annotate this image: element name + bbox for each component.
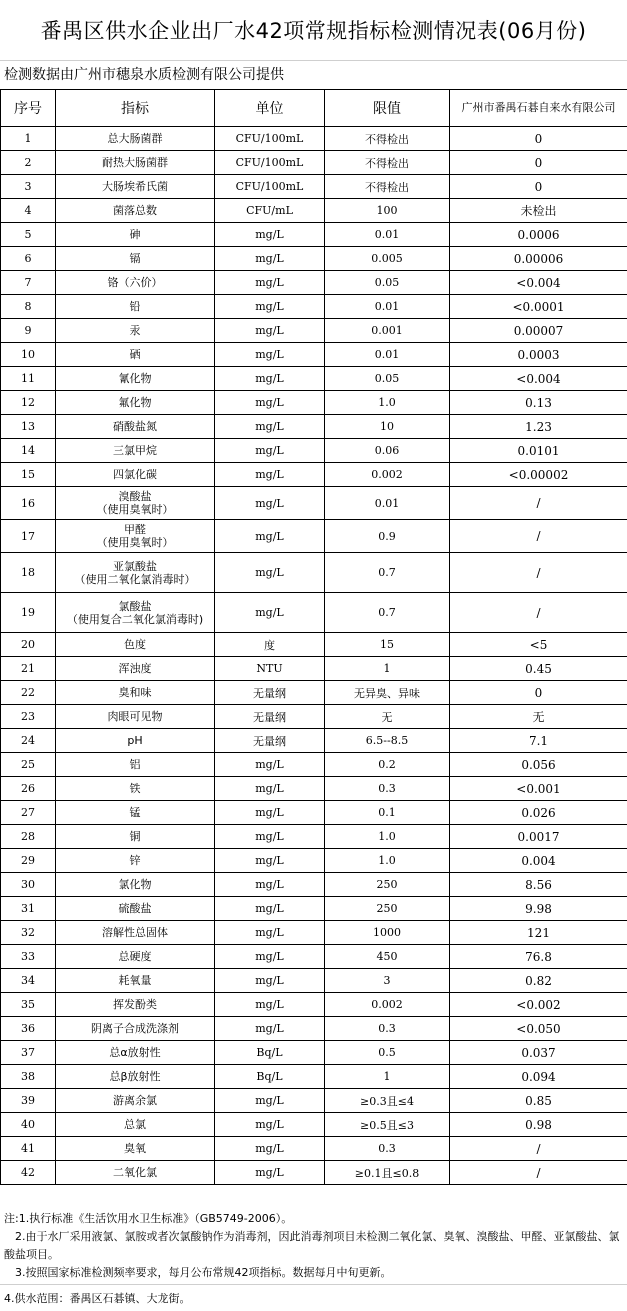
cell-result: <0.0001 — [450, 295, 627, 319]
cell-name: 阴离子合成洗涤剂 — [56, 1017, 215, 1041]
cell-result: 76.8 — [450, 945, 627, 969]
cell-limit: 1000 — [325, 921, 450, 945]
cell-result: 未检出 — [450, 199, 627, 223]
table-row — [1, 873, 627, 897]
cell-name-main: 氯酸盐 — [118, 599, 152, 613]
cell-limit: 0.3 — [325, 1017, 450, 1041]
cell-limit: 0.005 — [325, 247, 450, 271]
note-1: 注:1.执行标准《生活饮用水卫生标准》（GB5749-2006）。 — [4, 1212, 293, 1225]
cell-name-note: （使用复合二氧化氯消毒时) — [66, 612, 204, 626]
table-row — [1, 127, 627, 151]
cell-result: <0.001 — [450, 777, 627, 801]
cell-result: 0.00006 — [450, 247, 627, 271]
table-row — [1, 897, 627, 921]
cell-limit: 0.7 — [325, 593, 450, 633]
cell-name: 锌 — [56, 849, 215, 873]
cell-name: 菌落总数 — [56, 199, 215, 223]
cell-limit: 10 — [325, 415, 450, 439]
table-row — [1, 271, 627, 295]
data-provider-line: 检测数据由广州市穗泉水质检测有限公司提供 — [4, 67, 284, 83]
cell-name-note: （使用二氧化氯消毒时） — [74, 572, 196, 586]
cell-name: 铅 — [56, 295, 215, 319]
table-row — [1, 319, 627, 343]
cell-limit: 0.01 — [325, 223, 450, 247]
cell-num: 2 — [1, 151, 56, 175]
page-title: 番禺区供水企业出厂水42项常规指标检测情况表(06月份) — [0, 0, 627, 61]
cell-limit: ≥0.3且≤4 — [325, 1089, 450, 1113]
cell-limit: 无 — [325, 705, 450, 729]
cell-name: 硒 — [56, 343, 215, 367]
table-row — [1, 801, 627, 825]
cell-result: / — [450, 1161, 627, 1185]
cell-num: 34 — [1, 969, 56, 993]
table-body — [1, 127, 627, 1185]
cell-num: 6 — [1, 247, 56, 271]
cell-result: <5 — [450, 633, 627, 657]
cell-name: 汞 — [56, 319, 215, 343]
cell-num: 17 — [1, 520, 56, 553]
table-row — [1, 633, 627, 657]
table-row — [1, 921, 627, 945]
cell-name: 溶解性总固体 — [56, 921, 215, 945]
cell-unit: mg/L — [215, 553, 325, 593]
header-num: 序号 — [1, 90, 56, 127]
cell-unit: mg/L — [215, 993, 325, 1017]
cell-num: 42 — [1, 1161, 56, 1185]
cell-unit: mg/L — [215, 897, 325, 921]
table-row — [1, 487, 627, 520]
cell-name — [56, 593, 215, 633]
cell-num: 30 — [1, 873, 56, 897]
indicator-table — [0, 89, 627, 1185]
cell-limit: 6.5--8.5 — [325, 729, 450, 753]
cell-name-note: （使用臭氧时） — [96, 503, 174, 516]
cell-unit: mg/L — [215, 777, 325, 801]
cell-limit: 0.05 — [325, 271, 450, 295]
supply-scope: 4.供水范围：番禺区石碁镇、大龙街。 — [0, 1284, 627, 1311]
cell-result: 0 — [450, 151, 627, 175]
table-row — [1, 295, 627, 319]
cell-limit: 不得检出 — [325, 127, 450, 151]
cell-limit: 0.2 — [325, 753, 450, 777]
cell-result: 0.13 — [450, 391, 627, 415]
cell-name: pH — [56, 729, 215, 753]
cell-result: 8.56 — [450, 873, 627, 897]
cell-unit: Bq/L — [215, 1065, 325, 1089]
table-row — [1, 199, 627, 223]
cell-unit: CFU/100mL — [215, 127, 325, 151]
notes-block — [0, 1206, 627, 1282]
cell-result: 0.056 — [450, 753, 627, 777]
table-row — [1, 391, 627, 415]
cell-num: 23 — [1, 705, 56, 729]
cell-unit: mg/L — [215, 921, 325, 945]
cell-num: 28 — [1, 825, 56, 849]
cell-limit: 0.002 — [325, 993, 450, 1017]
cell-unit: CFU/100mL — [215, 151, 325, 175]
cell-result: 1.23 — [450, 415, 627, 439]
cell-num: 41 — [1, 1137, 56, 1161]
cell-limit: 250 — [325, 873, 450, 897]
cell-limit: 0.05 — [325, 367, 450, 391]
cell-name: 色度 — [56, 633, 215, 657]
cell-unit: mg/L — [215, 825, 325, 849]
header-company: 广州市番禺石碁自来水有限公司 — [450, 90, 627, 127]
cell-result: 0.45 — [450, 657, 627, 681]
cell-result: 0.0006 — [450, 223, 627, 247]
cell-name — [56, 487, 215, 520]
cell-name: 总氯 — [56, 1113, 215, 1137]
cell-unit: mg/L — [215, 223, 325, 247]
cell-result: 0 — [450, 681, 627, 705]
cell-name: 臭氧 — [56, 1137, 215, 1161]
cell-num: 12 — [1, 391, 56, 415]
table-row — [1, 367, 627, 391]
cell-result: / — [450, 593, 627, 633]
cell-unit: mg/L — [215, 1113, 325, 1137]
cell-name-main: 溴酸盐 — [118, 490, 152, 503]
cell-result: 0.82 — [450, 969, 627, 993]
cell-name — [56, 520, 215, 553]
cell-name-main: 亚氯酸盐 — [113, 559, 157, 573]
cell-limit: 0.002 — [325, 463, 450, 487]
cell-num: 32 — [1, 921, 56, 945]
cell-num: 37 — [1, 1041, 56, 1065]
cell-result: 0.004 — [450, 849, 627, 873]
cell-num: 31 — [1, 897, 56, 921]
cell-limit: 1.0 — [325, 391, 450, 415]
cell-unit: mg/L — [215, 439, 325, 463]
table-row — [1, 681, 627, 705]
cell-unit: mg/L — [215, 487, 325, 520]
cell-num: 19 — [1, 593, 56, 633]
cell-unit: mg/L — [215, 873, 325, 897]
table-row — [1, 705, 627, 729]
cell-limit: 0.3 — [325, 777, 450, 801]
table-row — [1, 175, 627, 199]
note-2: 2.由于水厂采用液氯、氯胺或者次氯酸钠作为消毒剂，因此消毒剂项目未检测二氧化氯、臭氧、溴酸盐、甲醛、亚氯酸盐、氯酸盐项目。 — [4, 1230, 620, 1261]
cell-num: 27 — [1, 801, 56, 825]
cell-num: 20 — [1, 633, 56, 657]
cell-limit: ≥0.1且≤0.8 — [325, 1161, 450, 1185]
cell-name: 砷 — [56, 223, 215, 247]
cell-result: <0.050 — [450, 1017, 627, 1041]
cell-limit: 不得检出 — [325, 175, 450, 199]
cell-name: 总大肠菌群 — [56, 127, 215, 151]
cell-num: 40 — [1, 1113, 56, 1137]
cell-result: 121 — [450, 921, 627, 945]
cell-unit: mg/L — [215, 849, 325, 873]
cell-result: 0.0017 — [450, 825, 627, 849]
cell-name: 铝 — [56, 753, 215, 777]
cell-unit: mg/L — [215, 801, 325, 825]
cell-unit: Bq/L — [215, 1041, 325, 1065]
table-row — [1, 993, 627, 1017]
table-row — [1, 825, 627, 849]
header-limit: 限值 — [325, 90, 450, 127]
table-row — [1, 657, 627, 681]
table-row — [1, 415, 627, 439]
cell-limit: 0.01 — [325, 487, 450, 520]
cell-name: 氰化物 — [56, 367, 215, 391]
cell-num: 18 — [1, 553, 56, 593]
table-row — [1, 223, 627, 247]
cell-unit: mg/L — [215, 753, 325, 777]
cell-unit: mg/L — [215, 247, 325, 271]
cell-limit: 1.0 — [325, 825, 450, 849]
cell-unit: NTU — [215, 657, 325, 681]
cell-name: 氟化物 — [56, 391, 215, 415]
table-row — [1, 343, 627, 367]
cell-limit: 450 — [325, 945, 450, 969]
cell-result: / — [450, 553, 627, 593]
cell-limit: 0.01 — [325, 343, 450, 367]
cell-result: 0.00007 — [450, 319, 627, 343]
cell-num: 9 — [1, 319, 56, 343]
table-row — [1, 753, 627, 777]
note-3: 3.按照国家标准检测频率要求，每月公布常规42项指标。数据每月中旬更新。 — [4, 1266, 392, 1279]
header-name: 指标 — [56, 90, 215, 127]
cell-name: 镉 — [56, 247, 215, 271]
cell-name: 锰 — [56, 801, 215, 825]
cell-num: 8 — [1, 295, 56, 319]
table-row — [1, 593, 627, 633]
cell-unit: mg/L — [215, 319, 325, 343]
table-row — [1, 553, 627, 593]
cell-name: 三氯甲烷 — [56, 439, 215, 463]
cell-num: 1 — [1, 127, 56, 151]
cell-limit: 15 — [325, 633, 450, 657]
table-row — [1, 520, 627, 553]
cell-result: <0.004 — [450, 367, 627, 391]
cell-name: 硝酸盐氮 — [56, 415, 215, 439]
cell-num: 3 — [1, 175, 56, 199]
table-row — [1, 849, 627, 873]
cell-num: 11 — [1, 367, 56, 391]
cell-num: 39 — [1, 1089, 56, 1113]
cell-name: 铁 — [56, 777, 215, 801]
table-row — [1, 1137, 627, 1161]
cell-num: 29 — [1, 849, 56, 873]
cell-unit: mg/L — [215, 969, 325, 993]
cell-result: 0.094 — [450, 1065, 627, 1089]
cell-result: / — [450, 1137, 627, 1161]
cell-name: 铜 — [56, 825, 215, 849]
cell-limit: 0.7 — [325, 553, 450, 593]
cell-num: 15 — [1, 463, 56, 487]
cell-unit: mg/L — [215, 1089, 325, 1113]
cell-unit: mg/L — [215, 520, 325, 553]
cell-name: 二氧化氯 — [56, 1161, 215, 1185]
cell-unit: CFU/mL — [215, 199, 325, 223]
cell-unit: CFU/100mL — [215, 175, 325, 199]
cell-name: 大肠埃希氏菌 — [56, 175, 215, 199]
cell-num: 26 — [1, 777, 56, 801]
cell-name: 总α放射性 — [56, 1041, 215, 1065]
cell-result: <0.00002 — [450, 463, 627, 487]
cell-name: 耐热大肠菌群 — [56, 151, 215, 175]
cell-unit: 度 — [215, 633, 325, 657]
cell-unit: 无量纲 — [215, 729, 325, 753]
cell-num: 13 — [1, 415, 56, 439]
cell-result: <0.004 — [450, 271, 627, 295]
table-row — [1, 1065, 627, 1089]
cell-limit: 0.5 — [325, 1041, 450, 1065]
cell-num: 10 — [1, 343, 56, 367]
cell-limit: 1 — [325, 657, 450, 681]
cell-limit: 0.9 — [325, 520, 450, 553]
cell-result: 0.0101 — [450, 439, 627, 463]
table-row — [1, 1161, 627, 1185]
cell-name: 四氯化碳 — [56, 463, 215, 487]
table-row — [1, 729, 627, 753]
cell-name: 耗氧量 — [56, 969, 215, 993]
cell-name: 铬（六价） — [56, 271, 215, 295]
cell-name-main: 甲醛 — [124, 523, 146, 536]
cell-result: 7.1 — [450, 729, 627, 753]
cell-unit: 无量纲 — [215, 681, 325, 705]
cell-result: 0.026 — [450, 801, 627, 825]
table-header-row — [1, 90, 627, 127]
cell-result: / — [450, 487, 627, 520]
cell-limit: 不得检出 — [325, 151, 450, 175]
cell-result: 0 — [450, 175, 627, 199]
cell-name — [56, 553, 215, 593]
table-row — [1, 463, 627, 487]
cell-name: 肉眼可见物 — [56, 705, 215, 729]
cell-unit: mg/L — [215, 367, 325, 391]
cell-result: <0.002 — [450, 993, 627, 1017]
cell-unit: mg/L — [215, 593, 325, 633]
cell-limit: 0.001 — [325, 319, 450, 343]
cell-num: 16 — [1, 487, 56, 520]
cell-limit: 0.01 — [325, 295, 450, 319]
table-row — [1, 247, 627, 271]
table-row — [1, 1089, 627, 1113]
cell-num: 25 — [1, 753, 56, 777]
cell-limit: 100 — [325, 199, 450, 223]
cell-unit: mg/L — [215, 271, 325, 295]
cell-result: / — [450, 520, 627, 553]
cell-name: 游离余氯 — [56, 1089, 215, 1113]
table-row — [1, 777, 627, 801]
table-row — [1, 151, 627, 175]
header-unit: 单位 — [215, 90, 325, 127]
cell-unit: mg/L — [215, 1161, 325, 1185]
cell-result: 0 — [450, 127, 627, 151]
cell-limit: 250 — [325, 897, 450, 921]
cell-num: 14 — [1, 439, 56, 463]
cell-limit: 1.0 — [325, 849, 450, 873]
cell-limit: 无异臭、异味 — [325, 681, 450, 705]
cell-num: 38 — [1, 1065, 56, 1089]
table-row — [1, 1113, 627, 1137]
cell-unit: mg/L — [215, 1137, 325, 1161]
cell-result: 0.037 — [450, 1041, 627, 1065]
table-row — [1, 439, 627, 463]
cell-name-note: （使用臭氧时） — [96, 536, 174, 549]
cell-name: 总β放射性 — [56, 1065, 215, 1089]
cell-limit: 1 — [325, 1065, 450, 1089]
cell-result: 0.0003 — [450, 343, 627, 367]
cell-name: 氯化物 — [56, 873, 215, 897]
cell-limit: 0.06 — [325, 439, 450, 463]
cell-limit: 3 — [325, 969, 450, 993]
table-row — [1, 969, 627, 993]
cell-name: 浑浊度 — [56, 657, 215, 681]
cell-result: 0.98 — [450, 1113, 627, 1137]
cell-unit: mg/L — [215, 295, 325, 319]
cell-num: 5 — [1, 223, 56, 247]
cell-unit: mg/L — [215, 463, 325, 487]
cell-unit: mg/L — [215, 343, 325, 367]
cell-name: 总硬度 — [56, 945, 215, 969]
cell-unit: mg/L — [215, 415, 325, 439]
cell-unit: 无量纲 — [215, 705, 325, 729]
cell-result: 无 — [450, 705, 627, 729]
cell-name: 硫酸盐 — [56, 897, 215, 921]
cell-name: 挥发酚类 — [56, 993, 215, 1017]
cell-num: 24 — [1, 729, 56, 753]
cell-result: 9.98 — [450, 897, 627, 921]
cell-num: 35 — [1, 993, 56, 1017]
cell-result: 0.85 — [450, 1089, 627, 1113]
cell-num: 4 — [1, 199, 56, 223]
cell-num: 22 — [1, 681, 56, 705]
cell-limit: 0.3 — [325, 1137, 450, 1161]
cell-unit: mg/L — [215, 1017, 325, 1041]
cell-name: 臭和味 — [56, 681, 215, 705]
table-row — [1, 1017, 627, 1041]
cell-num: 36 — [1, 1017, 56, 1041]
cell-unit: mg/L — [215, 945, 325, 969]
cell-num: 7 — [1, 271, 56, 295]
cell-num: 21 — [1, 657, 56, 681]
cell-unit: mg/L — [215, 391, 325, 415]
table-row — [1, 1041, 627, 1065]
cell-limit: ≥0.5且≤3 — [325, 1113, 450, 1137]
cell-limit: 0.1 — [325, 801, 450, 825]
table-row — [1, 945, 627, 969]
cell-num: 33 — [1, 945, 56, 969]
